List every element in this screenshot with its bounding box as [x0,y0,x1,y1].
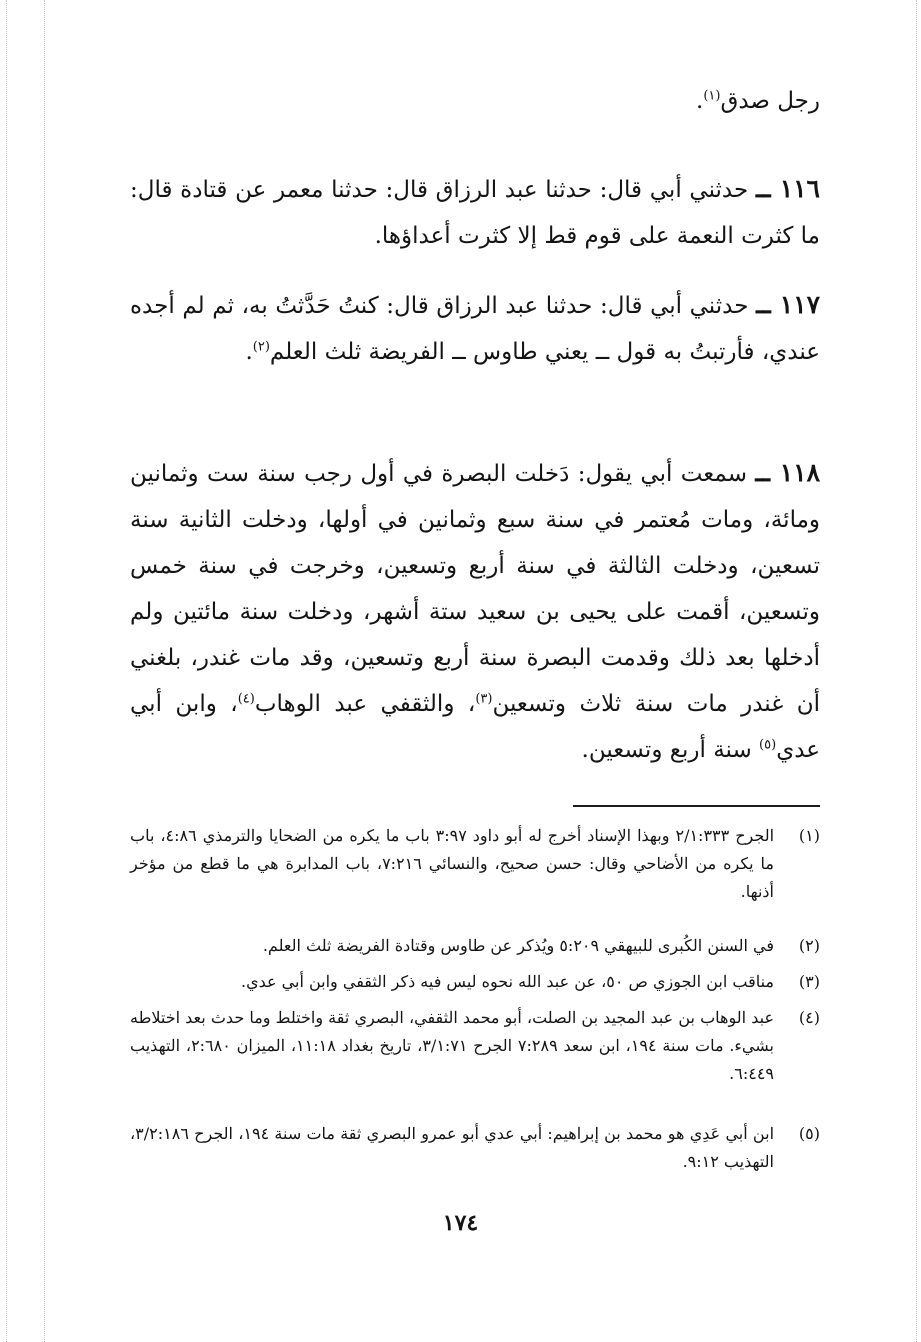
footnote-number: (٢) [798,936,820,955]
footnote-ref[interactable]: (١) [703,88,721,104]
footnote-ref[interactable]: (٣) [475,691,493,707]
paragraph-end: . [245,339,253,365]
footnote-ref[interactable]: (٢) [252,339,270,355]
paragraph-text: سنة أربع وتسعين. [581,737,760,763]
intro-end: . [696,88,704,114]
footnote-text: في السنن الكُبرى للبيهقي ٥:٢٠٩ ويُذكر عن طاوس وقتادة الفريضة ثلث العلم. [262,936,774,955]
footnote-number: (٥) [798,1124,820,1143]
footnote-number: (٤) [798,1008,820,1027]
footnote-number: (١) [798,826,820,845]
footnote-2 [130,932,820,960]
footnote-5 [130,1120,820,1176]
paragraph-116 [130,166,820,259]
footnote-text: عبد الوهاب بن عبد المجيد بن الصلت، أبو محمد الثقفي، البصري ثقة واختلط وما حدث بعد اختلاطه بشيء. مات سنة ١٩٤، ابن سعد ٧:٢٨٩ الجرح ٣/١:٧١، تاريخ بغداد ١١:١٨، الميزان ٢:٦٨٠، التهذيب ٦:٤٤٩. [130,1008,774,1083]
footnote-3 [130,968,820,996]
footnote-text: ابن أبي عَدِي هو محمد بن إبراهيم: أبي عدي أبو عمرو البصري ثقة مات سنة ١٩٤، الجرح ٣/٢:١٨٦، التهذيب ٩:١٢. [130,1124,775,1171]
scan-edge-line [6,0,7,1342]
paragraph-number: ١١٨ ــ [755,458,821,487]
footnote-ref[interactable]: (٤) [237,691,255,707]
paragraph-text: ، وابن أبي عدي [130,691,820,763]
scan-edge-line [916,0,917,1342]
paragraph-number: ١١٦ ــ [755,174,820,203]
footnote-text: مناقب ابن الجوزي ص ٥٠، عن عبد الله نحوه ليس فيه ذكر الثقفي وابن أبي عدي. [241,972,774,991]
footnote-separator [573,805,820,807]
footnote-text: الجرح ٢/١:٣٣٣ وبهذا الإسناد أخرج له أبو داود ٣:٩٧ باب ما يكره من الضحايا والترمذي ٤:٨٦، باب ما يكره من الأضاحي وقال: حسن صحيح، والنسائي ٧:٢١٦، باب المدابرة هي ما قطع من مؤخر أذنها. [130,826,775,901]
footnote-1 [130,822,820,906]
paragraph-117 [130,282,820,375]
footnote-number: (٣) [798,972,820,991]
footnote-4 [130,1004,820,1088]
paragraph-118 [130,450,820,773]
paragraph-text: ، والثقفي عبد الوهاب [254,691,476,717]
scan-edge-line [44,0,45,1342]
paragraph-text: حدثني أبي قال: حدثنا عبد الرزاق قال: كنتُ حَدَّثتُ به، ثم لم أجده عندي، فأرتبتُ به قول ــ يعني طاوس ــ الفريضة ثلث العلم [130,293,820,365]
page-number: ١٧٤ [442,1210,479,1236]
footnote-ref[interactable]: (٥) [759,737,777,753]
intro-line [130,78,820,124]
paragraph-text: حدثني أبي قال: حدثنا عبد الرزاق قال: حدثنا معمر عن قتادة قال: ما كثرت النعمة على قوم قط إلا كثرت أعداؤها. [130,177,820,249]
intro-text: رجل صدق [720,88,820,114]
paragraph-number: ١١٧ ــ [756,290,821,319]
paragraph-text: سمعت أبي يقول: دَخلت البصرة في أول رجب سنة ست وثمانين ومائة، ومات مُعتمر في سنة سبع وثمانين في أولها، ودخلت الثانية سنة تسعين، ودخلت الثالثة في سنة أربع وتسعين، وخرجت في سنة خمس وتسعين، أقمت على يحيى بن سعيد ستة أشهر، ودخلت سنة مائتين ولم أدخلها بعد ذلك وقدمت البصرة سنة أربع وتسعين، وقد مات غندر، بلغني أن غندر مات سنة ثلاث وتسعين [130,461,820,717]
